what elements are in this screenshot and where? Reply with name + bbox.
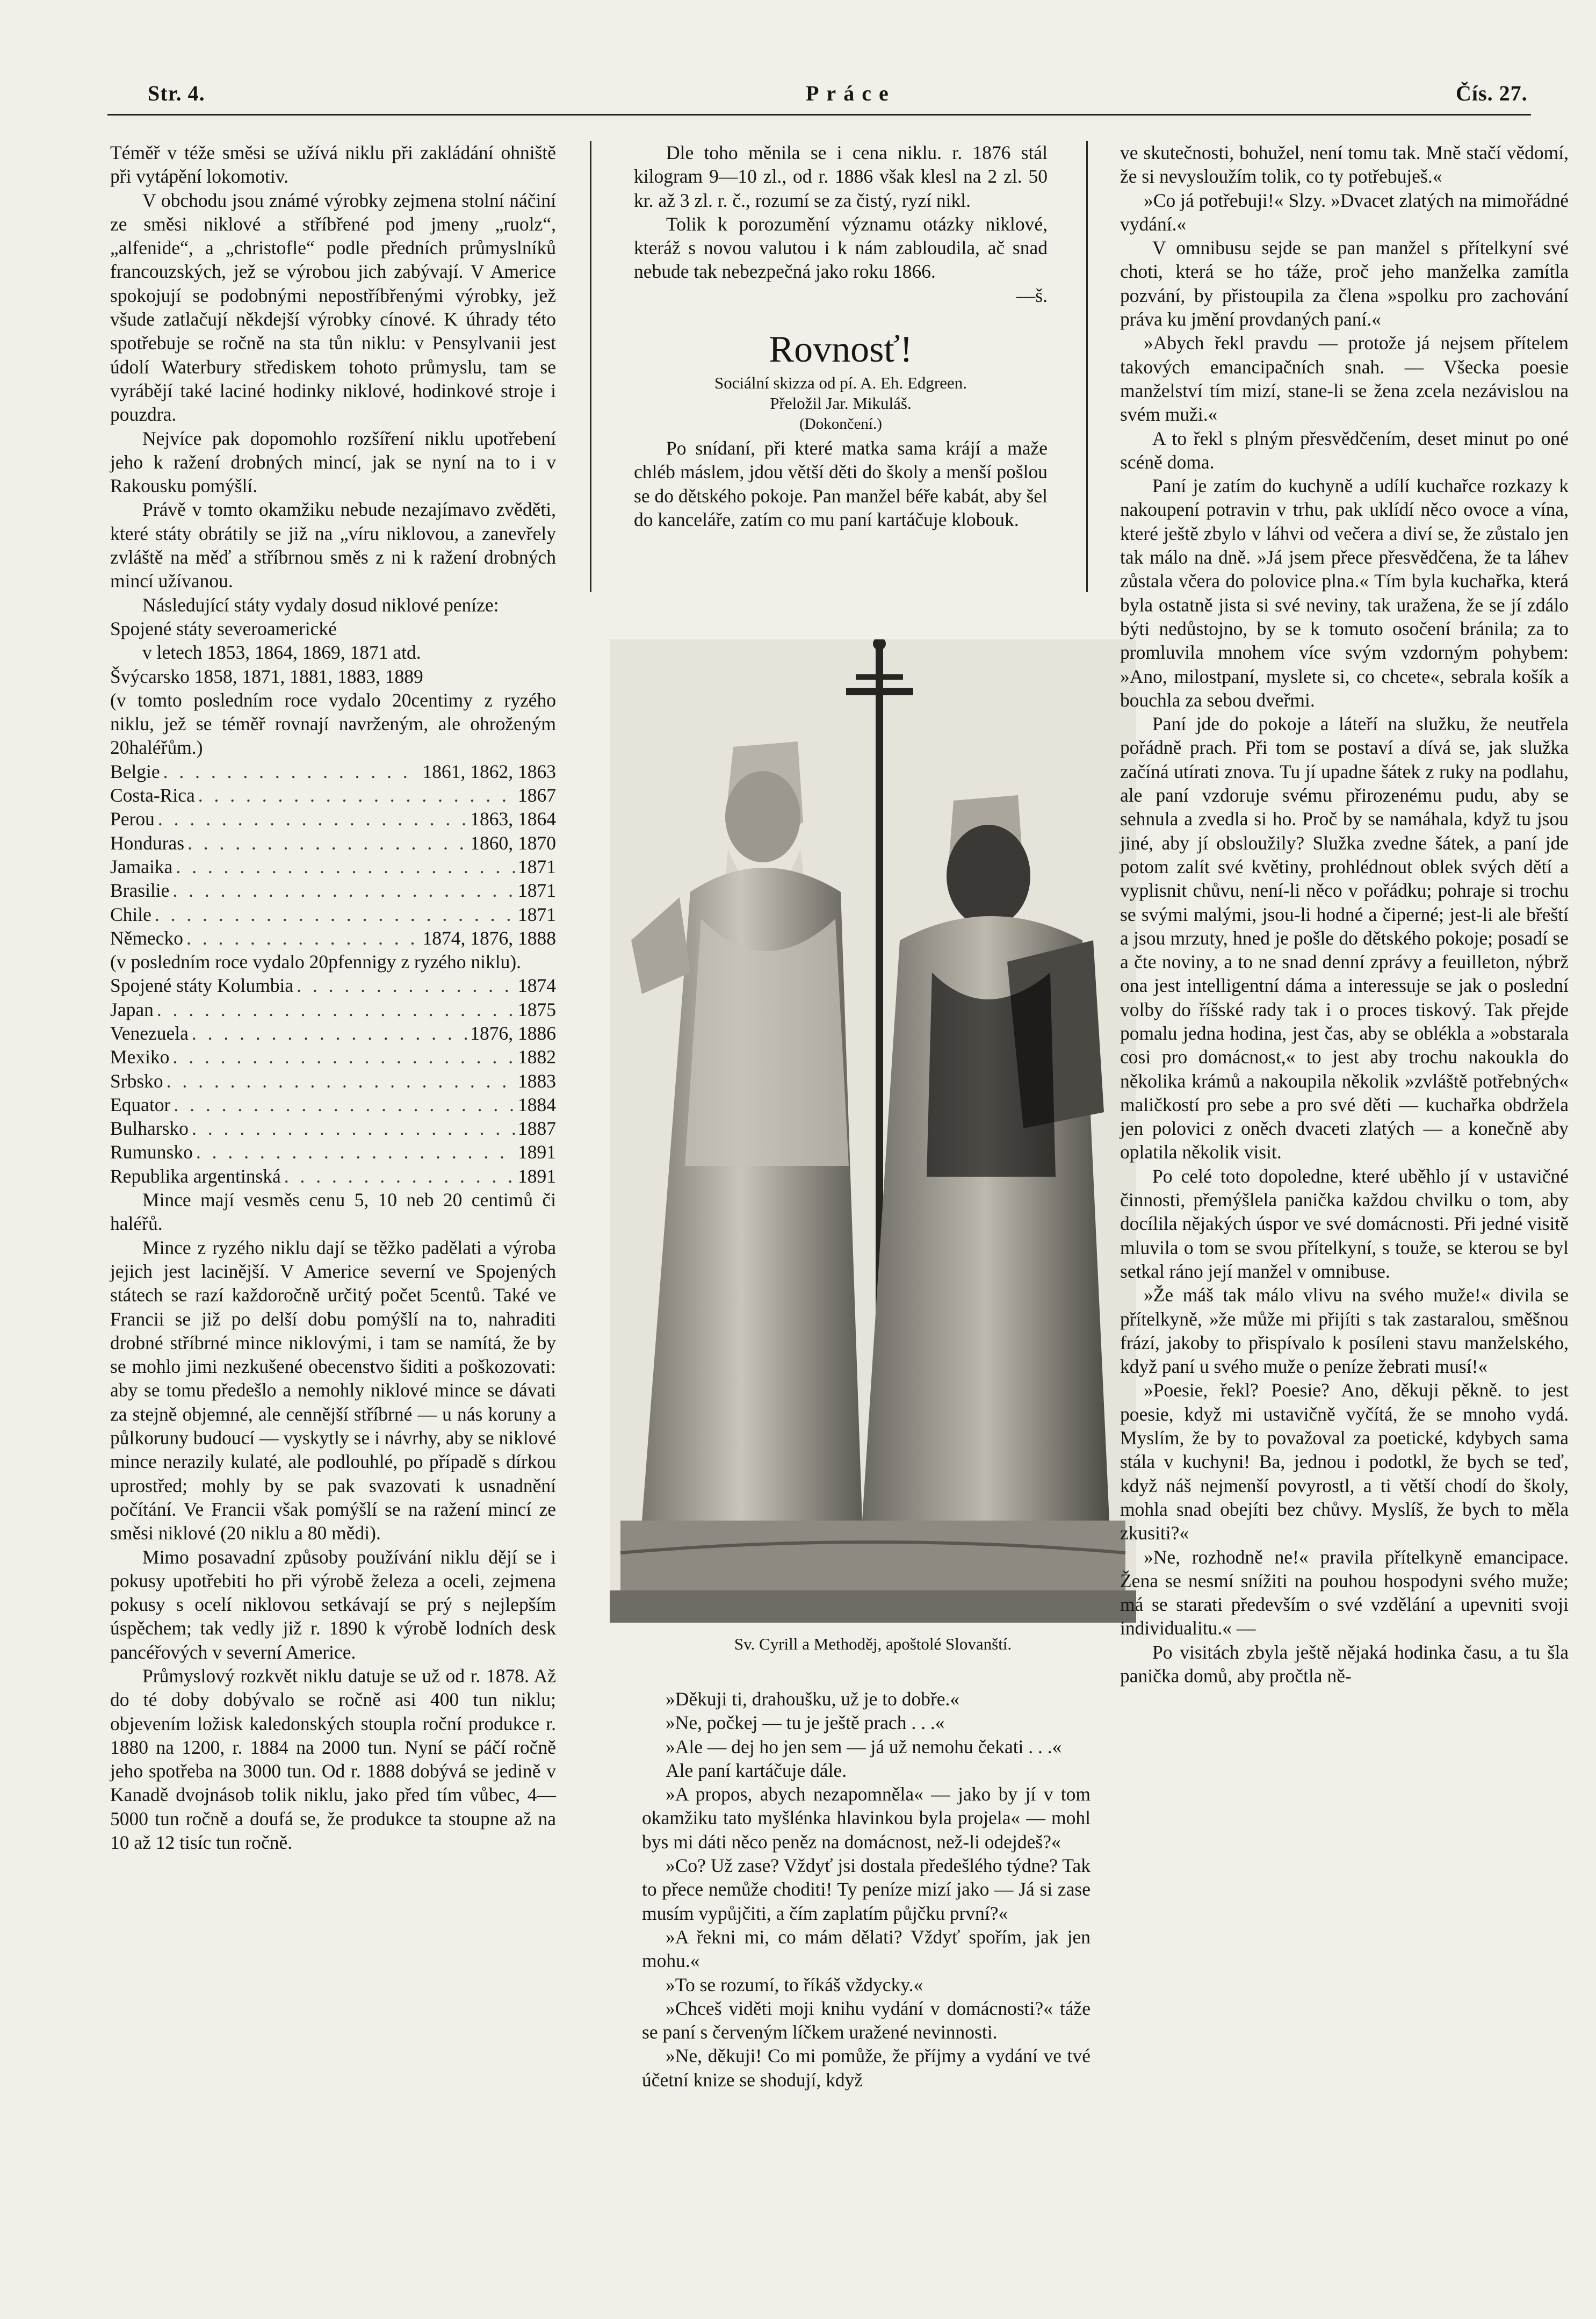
paragraph: Po visitách zbyla ještě nějaká hodinka času, a tu šla panička domů, aby pročtla ně- — [1120, 1641, 1569, 1687]
coin-row — [110, 783, 556, 807]
coin-years: 1875 — [518, 998, 556, 1020]
paragraph: Průmyslový rozkvět niklu datuje se už od r. 1878. Až do té doby dobývalo se ročně asi 400 tun niklu; objevením ložisk kaledonských stoupla roční produkce r. 1880 na 1200, r. 1884 na 2000 tun. Nyní se páčí ročně jeho spotřeba na 3000 tun. Od r. 1888 dobývá se jedině v Kanadě dvojnásob tolik niklu, jako před tím vůbec, 4—5000 tun ročně a doufá se, že produkce ta stoupne až na 10 až 12 tisíc tun ročně. — [110, 1665, 556, 1854]
paragraph: Téměř v téže směsi se užívá niklu při zakládání ohniště při vytápění lokomotiv. — [110, 142, 556, 188]
coin-row — [110, 1164, 556, 1188]
coins-usa: Spojené státy severoamerické — [110, 617, 337, 639]
paragraph: Mince mají vesměs cenu 5, 10 neb 20 centimů či haléřů. — [110, 1189, 556, 1235]
paragraph: Právě v tomto okamžiku nebude nezajímavo zvěděti, které státy obrátily se již na „víru niklovou, a zanevřely zvláště na měď a stříbrnou směs z ni k ražení drobných mincí užívanou. — [110, 499, 556, 592]
leader-dots — [192, 1117, 515, 1140]
paragraph: Dle toho měnila se i cena niklu. r. 1876 stál kilogram 9—10 zl., od r. 1886 však klesl na 2 zl. 50 kr. až 3 zl. r. č., rozumí se za čistý, ryzí nikl. — [634, 142, 1048, 211]
leader-dots — [176, 855, 515, 878]
paragraph: »Ne, děkuji! Co mi pomůže, že příjmy a vydání ve tvé účetní knize se shodují, když — [642, 2045, 1091, 2091]
coin-country: Jamaika — [110, 855, 173, 877]
leader-dots — [198, 783, 515, 807]
paragraph: »Poesie, řekl? Poesie? Ano, děkuji pěkně. to jest poesie, když mi ustavičně vyčítá, že se mnoho vydá. Myslím, že by to považoval za poetické, kdybych sama stála v kuchyni! Ba, jednou i podotkl, že bych se teď, když náš nejmenší povyrostl, a ti větší chodí do školy, mohla snad obejíti bez chůvy. Myslíš, že bych to měla zkusiti?« — [1120, 1379, 1569, 1544]
column-1 — [110, 141, 556, 1854]
coin-country: Bulharsko — [110, 1118, 189, 1140]
coins-usa-years: v letech 1853, 1864, 1869, 1871 atd. — [142, 642, 421, 664]
coins-note: (v posledním roce vydalo 20pfennigy z ryzého niklu). — [110, 951, 522, 973]
coin-years: 1874 — [518, 975, 556, 997]
author-signature: —š. — [1016, 284, 1048, 306]
page-number: Str. 4. — [148, 81, 205, 105]
coin-country: Honduras — [110, 832, 185, 854]
paragraph: Následující státy vydaly dosud niklové peníze: — [142, 594, 499, 616]
leader-dots — [192, 1021, 467, 1045]
leader-dots — [187, 831, 467, 855]
coin-country: Brasilie — [110, 880, 170, 902]
coin-country: Srbsko — [110, 1070, 163, 1092]
leader-dots — [172, 1045, 515, 1069]
column-divider-1 — [590, 141, 591, 592]
coin-years: 1871 — [518, 855, 556, 877]
coins-note: (v tomto posledním roce vydalo 20centimy z ryzého niklu, jež se téměř rovnají navrženým, ale ohroženým 20haléřům.) — [110, 689, 556, 759]
coin-years: 1876, 1886 — [470, 1022, 556, 1044]
coin-country: Perou — [110, 808, 155, 830]
coin-row — [110, 998, 556, 1021]
leader-dots — [158, 807, 467, 831]
paragraph: Nejvíce pak dopomohlo rozšíření niklu upotřebení jeho k ražení drobných mincí, jak se nyní na to i v Rakousku pomýšlí. — [110, 427, 556, 497]
story-note: (Dokončení.) — [799, 415, 882, 433]
leader-dots — [297, 974, 515, 997]
paragraph: Paní jde do pokoje a láteří na služku, že neutřela pořádně prach. Při tom se postaví a dívá se, jak služka začíná utírati znova. Tu jí upadne šátek z ruky na podlahu, ale paní vzdoruje svému přirozenému pudu, aby se sehnula a zvedla si ho. Proč by se namáhala, když tu jsou jiné, aby jí obsloužily? Služka zvedne šátek, a paní jde potom zalít své květiny, prohlédnout oblek svých dětí a vyplisnit chůvu, není-li něco v pořádku; pohraje si trochu se svými malými, jsou-li hodné a čiperné; jest-li ale břeští a jsou mrzuty, hned je pošle do dětského pokoje; posadí se a čte noviny, a to ne snad denní zprávy a feuilleton, nýbrž ona jest intelligentní dáma a interessuje se jak o poslední volby do říšské rady tak i o proces tiskový. Tak přejde pomalu jedna hodina, jest čas, aby se oblékla a »obstarala cosi pro domácnost,« to jest aby trochu nakoukla do několika krámů a nakoupila několik »zvláště potřebných« maličkostí pro sebe a pro své děti — kuchařka obdržela jen polovici z oněch dvaceti zlatých — a konečně aby oplatila několik visit. — [1120, 713, 1569, 1163]
paragraph: »Co? Už zase? Vždyť jsi dostala předešlého týdne? Tak to přece nemůže choditi! Ty peníze mizí jako — Já si zase musím vypůjčiti, a čím zaplatím půjčku první?« — [642, 1855, 1091, 1924]
coin-country: Costa-Rica — [110, 784, 195, 806]
coins-switzerland: Švýcarsko 1858, 1871, 1881, 1883, 1889 — [110, 665, 423, 687]
paragraph: »Ne, rozhodně ne!« pravila přítelkyně emancipace. Žena se nesmí snížiti na pouhou hospodyni svého muže; má se starati především o své vzdělání a upevniti svoji individualitu.« — — [1120, 1546, 1569, 1639]
statue-illustration — [610, 639, 1136, 1623]
paragraph: »Že máš tak málo vlivu na svého muže!« divila se přítelkyně, »že může mi přijíti s tak zastaralou, směšnou frází, jakoby to přispívalo k posíleni stavu manželského, když paní u svého muže o peníze žebrati musí!« — [1120, 1284, 1569, 1378]
leader-dots — [155, 903, 515, 926]
leader-dots — [174, 1093, 515, 1117]
coin-row — [110, 1045, 556, 1069]
coin-country: Chile — [110, 903, 151, 925]
coin-row — [110, 760, 556, 783]
paragraph: »A propos, abych nezapomněla« — jako by jí v tom okamžiku tato myšlénka hlavinkou byla projela« — mohl bys mi dáti něco peněz na domácnost, než-li odejdeš?« — [642, 1783, 1091, 1853]
leader-dots — [196, 1140, 515, 1164]
paragraph: »To se rozumí, to říkáš vždycky.« — [666, 1974, 923, 1996]
coin-country: Německo — [110, 927, 184, 949]
coins-list — [110, 760, 556, 950]
coin-country: Republika argentinská — [110, 1165, 281, 1187]
paragraph: Po snídaní, při které matka sama krájí a maže chléb máslem, jdou větší děti do školy a menší pošlou se do dětského pokoje. Pan manžel béře kabát, aby šel do kanceláře, zatím co mu paní kartáčuje klobouk. — [634, 437, 1048, 530]
coin-row — [110, 831, 556, 855]
paragraph: V omnibusu sejde se pan manžel s přítelkyní své choti, která se ho táže, proč jeho manželka zamítla pozvání, by přistoupila za člena »spolku pro zachování práva ku jmění provdaných paní.« — [1120, 237, 1569, 330]
figure-caption: Sv. Cyrill a Methoděj, apoštolé Slovanští. — [734, 1634, 1012, 1653]
leader-dots — [163, 760, 420, 783]
coins-list — [110, 974, 556, 1188]
paragraph: »Chceš viděti moji knihu vydání v domácnosti?« táže se paní s červeným líčkem uražené nevinnosti. — [642, 1997, 1091, 2043]
column-divider-2 — [1086, 141, 1088, 592]
coin-years: 1887 — [518, 1118, 556, 1140]
leader-dots — [172, 878, 515, 902]
paragraph: V obchodu jsou známé výrobky zejmena stolní náčiní ze směsi niklové a stříbřené pod jmeny „ruolz“, „alfenide“, a „christofle“ podle předních průmyslníků francouzských, jež se výrobou jich zabývají. V Americe spokojují se podobnými nepostříbřenými výrobky, jež všude zatlačují někdejší výrobky cínové. K úhrady této spotřebuje se ročně na sta tůn niklu: v Pensylvanii jest údolí Waterbury střediskem tohoto průmyslu, tam se vyrábějí také laciné hodinky niklové, hodinkové stroje i pouzdra. — [110, 189, 556, 426]
coin-row — [110, 878, 556, 902]
coin-years: 1867 — [518, 784, 556, 806]
coin-years: 1871 — [518, 880, 556, 902]
coin-row — [110, 974, 556, 997]
paragraph: »Děkuji ti, drahoušku, už je to dobře.« — [666, 1688, 960, 1710]
story-translator: Přeložil Jar. Mikuláš. — [770, 394, 912, 413]
paragraph: »A řekni mi, co mám dělati? Vždyť spořím, jak jen mohu.« — [642, 1926, 1091, 1972]
coin-country: Rumunsko — [110, 1141, 193, 1163]
coin-row — [110, 1117, 556, 1140]
coin-years: 1891 — [518, 1141, 556, 1163]
coin-row — [110, 1093, 556, 1117]
coin-country: Japan — [110, 998, 154, 1020]
leader-dots — [284, 1164, 515, 1188]
paragraph: ve skutečnosti, bohužel, není tomu tak. Mně stačí vědomí, že si nevysloužím tolik, co ty potřebuješ.« — [1120, 142, 1569, 188]
coin-row — [110, 807, 556, 831]
column-3 — [1120, 141, 1569, 1688]
paragraph: Ale paní kartáčuje dále. — [666, 1759, 847, 1781]
leader-dots — [167, 1069, 515, 1093]
coin-row — [110, 1069, 556, 1093]
coin-years: 1884 — [518, 1093, 556, 1115]
coin-row — [110, 903, 556, 926]
coin-years: 1871 — [518, 903, 556, 925]
coin-row — [110, 1140, 556, 1164]
coin-row — [110, 1021, 556, 1045]
paragraph: A to řekl s plným přesvědčením, deset minut po oné scéně doma. — [1120, 427, 1569, 473]
coin-years: 1863, 1864 — [470, 808, 556, 830]
column-2-continued — [642, 1687, 1091, 2092]
header-rule — [107, 114, 1531, 116]
column-2 — [634, 141, 1048, 531]
coin-years: 1874, 1876, 1888 — [422, 927, 556, 949]
coin-country: Venezuela — [110, 1022, 189, 1044]
coin-years: 1882 — [518, 1046, 556, 1068]
paragraph: »Co já potřebuji!« Slzy. »Dvacet zlatých na mimořádné vydání.« — [1120, 189, 1569, 235]
paragraph: »Ne, počkej — tu je ještě prach . . .« — [666, 1712, 945, 1734]
paragraph: Mince z ryzého niklu dají se těžko padělati a výroba jejich jest lacinější. V Americe severní ve Spojených státech se razí každoročně určitý počet 5centů. Také ve Francii se již po delší dobu pomýšlí na to, nahraditi drobné stříbrné mince niklovými, i tam se namítá, že by se mohlo jimi nezkušené obecenstvo šiditi a poškozovati: aby se tomu předešlo a nemohly niklové mince se dávati za stejně objemné, ale cennější stříbrné — u nás koruny a půlkoruny budoucí — vyskytly se i návrhy, aby se niklové mince nerazily kulaté, ale podlouhlé, po případě s dírkou uprostřed; mohly by se pak svazovati k usnadnění počítání. Ve Francii však pomýšlí se na ražení mincí ze směsi niklové (20 niklu a 80 mědi). — [110, 1236, 556, 1544]
coin-years: 1860, 1870 — [470, 832, 556, 854]
paragraph: Po celé toto dopoledne, které uběhlo jí v ustavičné činnosti, přemýšlela panička každou chvilku o tom, aby docílila nějakých úspor ve své domácnosti. Při jedné visitě mluvila o tom se svou přítelkyní, s touže, se kterou se byl setkal ráno její manžel v omnibuse. — [1120, 1165, 1569, 1282]
paragraph: »Ale — dej ho jen sem — já už nemohu čekati . . .« — [666, 1735, 1062, 1758]
coin-country: Spojené státy Kolumbia — [110, 975, 294, 997]
leader-dots — [186, 926, 419, 950]
coin-row — [110, 926, 556, 950]
leader-dots — [157, 998, 515, 1021]
paragraph: Tolik k porozumění významu otázky niklové, kteráž s novou valutou i k nám zabloudila, ač snad nebude tak nebezpečná jako roku 1866. — [634, 213, 1048, 283]
coin-years: 1883 — [518, 1070, 556, 1092]
issue-number: Čís. 27. — [1456, 81, 1528, 105]
coin-years: 1861, 1862, 1863 — [422, 760, 556, 782]
coin-country: Mexiko — [110, 1046, 170, 1068]
story-subtitle: Sociální skizza od pí. A. Eh. Edgreen. — [714, 373, 967, 393]
coin-country: Belgie — [110, 760, 160, 782]
paragraph: »Abych řekl pravdu — protože já nejsem přítelem takových emancipačních snah. — Všecka poesie manželství tím mizí, stane-li se žena zcela nezávislou na svém muži.« — [1120, 332, 1569, 426]
coin-country: Equator — [110, 1093, 171, 1115]
story-title: Rovnosť! — [769, 329, 913, 371]
paragraph: Mimo posavadní způsoby používání niklu dějí se i pokusy upotřebiti ho při výrobě železa a oceli, zejmena pokusy s ocelí niklovou setkávají se prý s nejlepším úspěchem; tak vedly již r. 1890 k výrobě lodních desk pancéřových v severní Americe. — [110, 1546, 556, 1663]
masthead: Práce — [806, 81, 896, 105]
coin-years: 1891 — [518, 1165, 556, 1187]
coin-row — [110, 855, 556, 878]
paragraph: Paní je zatím do kuchyně a udílí kuchařce rozkazy k nakoupení potravin v trhu, pak uklídí něco ovoce a vína, které ještě zbylo v láhvi od večera a diví se, že zůstalo jen tak málo na dně. »Já jsem přece přesvědčena, že ta láhev zůstala včera do polovice plna.« Tím byla kuchařka, která byla ostatně jista si své neviny, tak uražena, že se jí zdálo býti nedůstojno, by se k tomuto osočení bránila; za to promluvila mnohem více svým vzdorným pohybem: »Ano, milostpaní, myslete si, co chcete«, sebrala košík a bouchla za sebou dveřmi. — [1120, 475, 1569, 711]
